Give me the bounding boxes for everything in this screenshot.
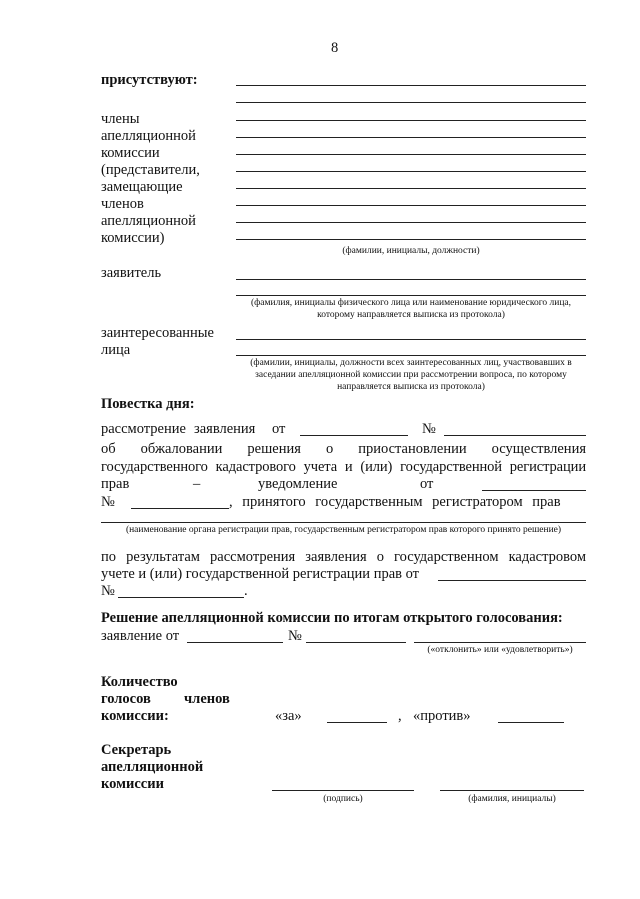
secretary-name-line bbox=[440, 790, 584, 791]
secretary-label-line: апелляционной bbox=[101, 759, 204, 775]
commission-line bbox=[236, 205, 586, 206]
agenda-row-3: государственного кадастрового учета и (или) государственной регистрации bbox=[101, 459, 586, 475]
commission-label-line: комиссии) bbox=[101, 230, 165, 246]
votes-label-line: Количество bbox=[101, 674, 178, 690]
agenda-title: Повестка дня: bbox=[101, 396, 195, 412]
commission-label-line: апелляционной bbox=[101, 213, 196, 229]
agenda-word: об bbox=[101, 441, 116, 457]
commission-line bbox=[236, 222, 586, 223]
agenda-word: осуществления bbox=[491, 441, 586, 457]
agenda-word: . bbox=[244, 583, 248, 599]
commission-label-line: членов bbox=[101, 196, 144, 212]
agenda-notice-number-line bbox=[131, 508, 229, 509]
interested-line bbox=[236, 339, 586, 340]
agenda-row-5-rest: , принятого государственным регистратором прав bbox=[229, 494, 561, 510]
agenda-word: от bbox=[272, 421, 286, 437]
agenda-word: № bbox=[101, 583, 115, 599]
agenda-word: № bbox=[101, 494, 115, 510]
decision-number-line bbox=[306, 642, 406, 643]
decision-result-line bbox=[414, 642, 586, 643]
applicant-label: заявитель bbox=[101, 265, 162, 281]
agenda-organ-caption: (наименование органа регистрации прав, государственным регистратором прав которого принято решение) bbox=[125, 525, 562, 535]
secretary-signature-caption: (подпись) bbox=[323, 794, 363, 804]
applicant-line bbox=[236, 279, 586, 280]
agenda-organ-line bbox=[101, 522, 586, 523]
commission-label-line: (представители, bbox=[101, 162, 200, 178]
commission-line bbox=[236, 171, 586, 172]
agenda-word: решения bbox=[247, 441, 301, 457]
secretary-signature-line bbox=[272, 790, 414, 791]
decision-row-no: № bbox=[288, 628, 302, 644]
agenda-notice-date-line bbox=[482, 490, 586, 491]
present-line-2 bbox=[236, 102, 586, 103]
votes-label-line: голосов bbox=[101, 691, 151, 707]
secretary-label-line: комиссии bbox=[101, 776, 164, 792]
agenda-word: заявления bbox=[194, 421, 256, 437]
applicant-caption: (фамилия, инициалы физического лица или наименование юридического лица, которому направляется выписка из протокола) bbox=[250, 298, 572, 320]
interested-label-line: лица bbox=[101, 342, 131, 358]
agenda-row-7: учете и (или) государственной регистрации прав от bbox=[101, 566, 420, 582]
agenda-word: № bbox=[422, 421, 436, 437]
commission-line bbox=[236, 137, 586, 138]
agenda-review-number-line bbox=[118, 597, 244, 598]
interested-line bbox=[236, 355, 586, 356]
commission-caption: (фамилии, инициалы, должности) bbox=[342, 246, 480, 256]
decision-title: Решение апелляционной комиссии по итогам открытого голосования: bbox=[101, 610, 563, 626]
interested-label-line: заинтересованные bbox=[101, 325, 214, 341]
agenda-word: от bbox=[420, 476, 434, 492]
interested-caption: (фамилии, инициалы, должности всех заинтересованных лиц, участвовавших в заседании апелляционной комиссии при рассмотрении вопроса, по которому направляется выписка из протокола) bbox=[250, 358, 572, 392]
secretary-name-caption: (фамилия, инициалы) bbox=[468, 794, 556, 804]
agenda-word: о bbox=[325, 441, 334, 457]
agenda-word: – bbox=[193, 476, 201, 492]
agenda-number-line bbox=[444, 435, 586, 436]
votes-comma: , bbox=[398, 708, 402, 724]
agenda-row-6: по результатам рассмотрения заявления о государственном кадастровом bbox=[101, 549, 586, 565]
votes-label-line: членов bbox=[184, 691, 230, 707]
agenda-row-2 bbox=[101, 441, 586, 458]
votes-against-line bbox=[498, 722, 564, 723]
agenda-word: рассмотрение bbox=[101, 421, 186, 437]
commission-label-line: комиссии bbox=[101, 145, 160, 161]
decision-row-from: заявление от bbox=[101, 628, 180, 644]
votes-against-label: «против» bbox=[413, 708, 471, 724]
applicant-line bbox=[236, 295, 586, 296]
agenda-review-date-line bbox=[438, 580, 586, 581]
secretary-label-line: Секретарь bbox=[101, 742, 172, 758]
decision-date-line bbox=[187, 642, 283, 643]
agenda-word: обжаловании bbox=[140, 441, 223, 457]
agenda-word: прав bbox=[101, 476, 130, 492]
votes-for-label: «за» bbox=[275, 708, 302, 724]
votes-for-line bbox=[327, 722, 387, 723]
commission-label-line: замещающие bbox=[101, 179, 183, 195]
commission-line bbox=[236, 120, 586, 121]
commission-label-line: члены bbox=[101, 111, 140, 127]
commission-line bbox=[236, 239, 586, 240]
agenda-word: приостановлении bbox=[358, 441, 467, 457]
present-line-1 bbox=[236, 85, 586, 86]
votes-label-line: комиссии: bbox=[101, 708, 169, 724]
page-number: 8 bbox=[331, 40, 339, 56]
decision-caption: («отклонить» или «удовлетворить») bbox=[427, 645, 573, 655]
commission-line bbox=[236, 154, 586, 155]
present-label: присутствуют: bbox=[101, 72, 198, 88]
commission-line bbox=[236, 188, 586, 189]
agenda-date-line bbox=[300, 435, 408, 436]
commission-label-line: апелляционной bbox=[101, 128, 196, 144]
agenda-word: уведомление bbox=[258, 476, 338, 492]
